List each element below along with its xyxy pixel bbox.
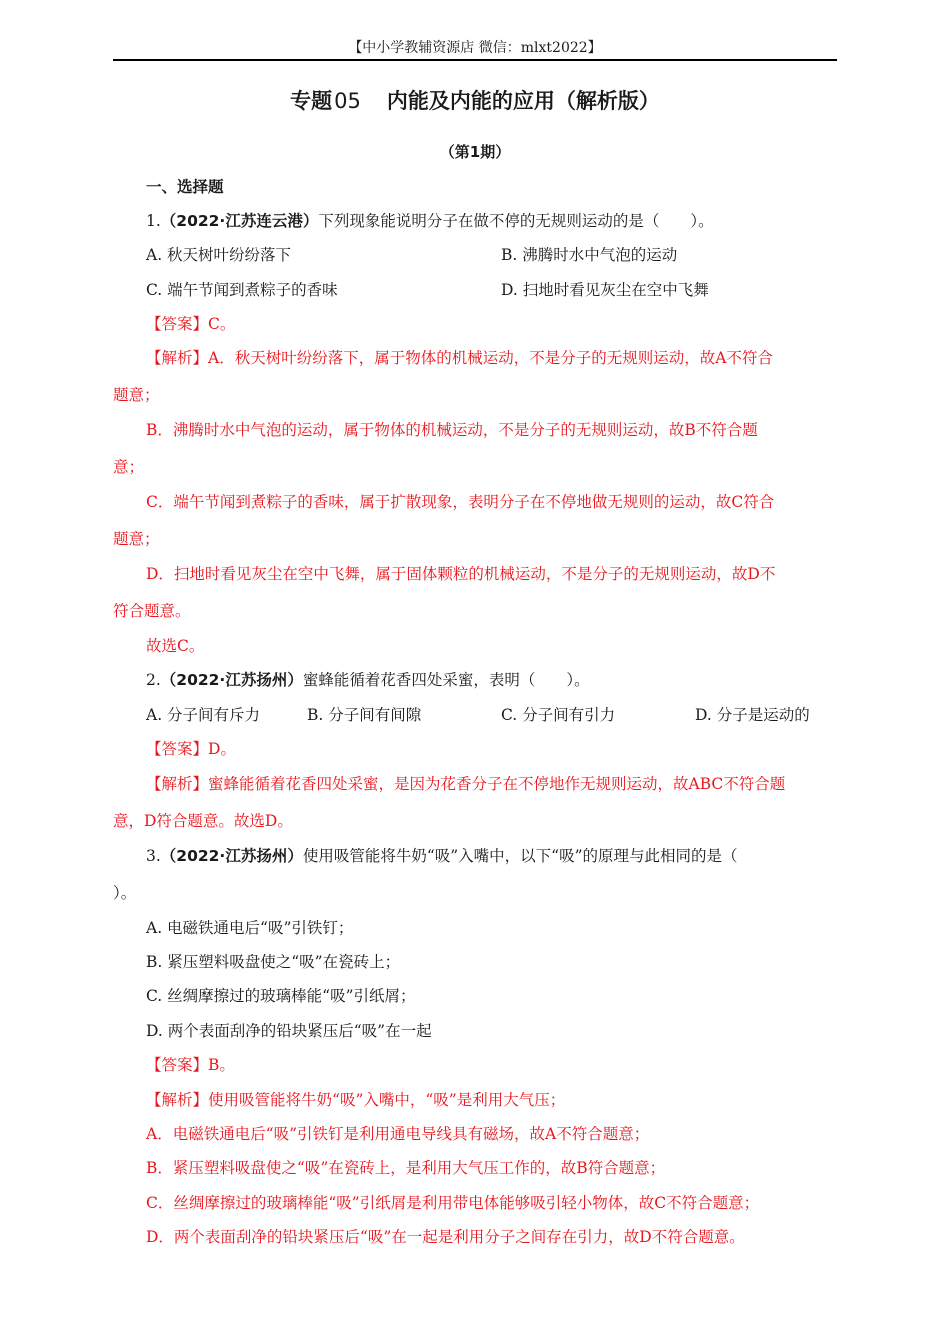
q3-option-b: B. 紧压塑料吸盘使之“吸”在瓷砖上；	[146, 953, 401, 971]
answer-value: D。	[208, 740, 236, 758]
q1-answer	[146, 313, 235, 335]
q3-analysis-line: C．丝绸摩擦过的玻璃棒能“吸”引纸屑是利用带电体能够吸引轻小物体，故C不符合题意；	[146, 1194, 760, 1212]
q3-analysis-line: B．紧压塑料吸盘使之“吸”在瓷砖上，是利用大气压工作的，故B符合题意；	[146, 1159, 666, 1177]
question-source: （2022·江苏扬州）	[160, 847, 303, 865]
header-rule	[113, 59, 837, 61]
q1-analysis-line: 符合题意。	[113, 602, 191, 620]
q2-option-a: A. 分子间有斥力	[146, 706, 261, 724]
q1-analysis-line: 题意；	[113, 386, 160, 404]
q3-analysis-line	[146, 1089, 565, 1111]
q1-analysis-line: 意；	[113, 458, 145, 476]
analysis-tag: 【解析】	[146, 349, 209, 367]
q1-option-a: A. 秋天树叶纷纷落下	[146, 246, 292, 264]
q3-option-d: D. 两个表面刮净的铅块紧压后“吸”在一起	[146, 1022, 432, 1040]
q2-option-d: D. 分子是运动的	[695, 706, 810, 724]
title-main: 内能及内能的应用（解析版）	[386, 89, 660, 113]
q2-option-c: C. 分子间有引力	[501, 706, 616, 724]
analysis-text: 使用吸管能将牛奶“吸”入嘴中，“吸”是利用大气压；	[208, 1091, 566, 1109]
q1-analysis-line: B．沸腾时水中气泡的运动，属于物体的机械运动，不是分子的无规则运动，故B不符合题	[146, 421, 758, 439]
answer-tag: 【答案】	[146, 315, 209, 333]
question-text: 使用吸管能将牛奶“吸”入嘴中，以下“吸”的原理与此相同的是（	[302, 847, 738, 865]
analysis-text: 蜜蜂能循着花香四处采蜜，是因为花香分子在不停地作无规则运动，故ABC不符合题	[208, 775, 786, 793]
question-text: 蜜蜂能循着花香四处采蜜，表明（ ）。	[302, 671, 590, 689]
question-2-stem	[146, 669, 590, 691]
question-number: 3.	[146, 847, 161, 865]
question-3-stem	[146, 845, 738, 867]
q2-answer	[146, 738, 236, 760]
question-source: （2022·江苏连云港）	[160, 212, 319, 230]
page-header: 【中小学教辅资源店 微信：mlxt2022】	[348, 40, 602, 56]
question-3-stem-cont: ）。	[113, 884, 137, 902]
question-number: 1.	[146, 212, 161, 230]
q1-conclusion: 故选C。	[146, 637, 205, 655]
q1-option-d: D. 扫地时看见灰尘在空中飞舞	[501, 281, 709, 299]
q1-option-b: B. 沸腾时水中气泡的运动	[501, 246, 678, 264]
analysis-text: A．秋天树叶纷纷落下，属于物体的机械运动，不是分子的无规则运动，故A不符合	[208, 349, 773, 367]
q3-option-a: A. 电磁铁通电后“吸”引铁钉；	[146, 919, 354, 937]
q2-analysis-line: 意，D符合题意。故选D。	[113, 812, 293, 830]
answer-value: B。	[208, 1056, 235, 1074]
question-source: （2022·江苏扬州）	[160, 671, 303, 689]
q1-option-c: C. 端午节闻到煮粽子的香味	[146, 281, 338, 299]
title-number: 05	[334, 89, 361, 113]
document-subtitle: （第1期）	[439, 143, 511, 161]
q3-analysis-line: D．两个表面刮净的铅块紧压后“吸”在一起是利用分子之间存在引力，故D不符合题意。	[146, 1228, 745, 1246]
answer-tag: 【答案】	[146, 740, 209, 758]
answer-value: C。	[208, 315, 236, 333]
title-prefix: 专题	[290, 89, 333, 113]
document-title	[0, 86, 950, 116]
analysis-tag: 【解析】	[146, 775, 209, 793]
q1-analysis-line: C．端午节闻到煮粽子的香味，属于扩散现象，表明分子在不停地做无规则的运动，故C符合	[146, 493, 775, 511]
answer-tag: 【答案】	[146, 1056, 209, 1074]
q2-option-b: B. 分子间有间隙	[307, 706, 422, 724]
question-text: 下列现象能说明分子在做不停的无规则运动的是（ ）。	[318, 212, 714, 230]
question-number: 2.	[146, 671, 161, 689]
question-1-stem	[146, 210, 714, 232]
q2-analysis-line	[146, 773, 785, 795]
q3-option-c: C. 丝绸摩擦过的玻璃棒能“吸”引纸屑；	[146, 987, 416, 1005]
q1-analysis-line: 题意；	[113, 530, 160, 548]
section-heading: 一、选择题	[146, 178, 224, 196]
analysis-tag: 【解析】	[146, 1091, 209, 1109]
q3-answer	[146, 1054, 235, 1076]
q1-analysis-line: D．扫地时看见灰尘在空中飞舞，属于固体颗粒的机械运动，不是分子的无规则运动，故D不	[146, 565, 776, 583]
q3-analysis-line: A．电磁铁通电后“吸”引铁钉是利用通电导线具有磁场，故A不符合题意；	[146, 1125, 650, 1143]
q1-analysis-line	[146, 347, 773, 369]
